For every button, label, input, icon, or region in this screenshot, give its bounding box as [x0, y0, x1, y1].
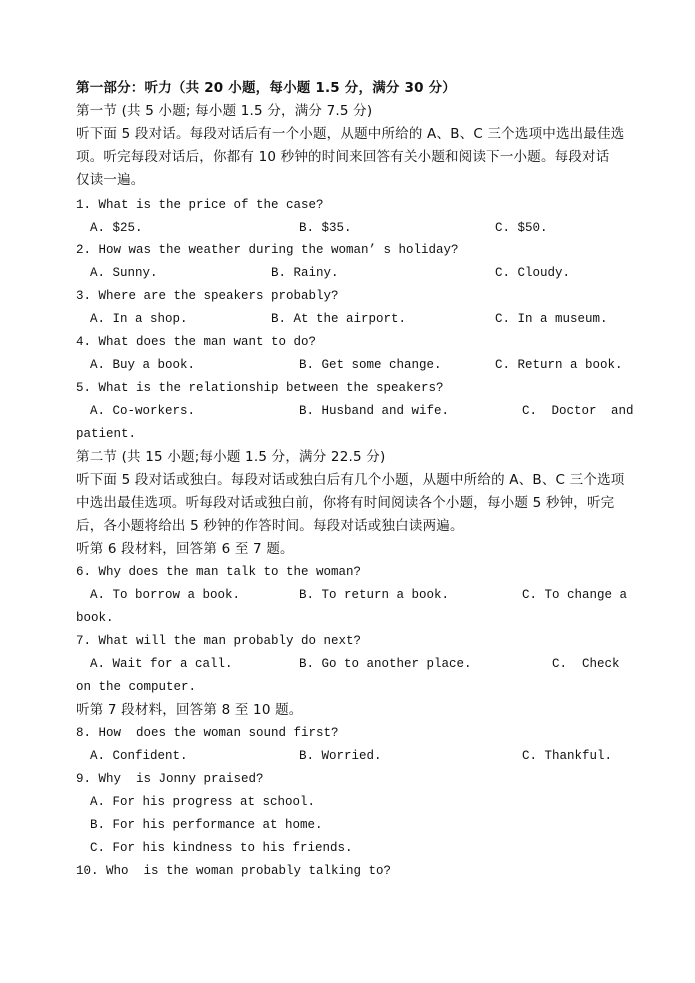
option-c: C. Doctor and [522, 404, 634, 418]
part1-title: 第一部分：听力（共 20 小题，每小题 1.5 分，满分 30 分） [76, 80, 456, 96]
option-b: B. Go to another place. [299, 657, 472, 671]
option-b: B. To return a book. [299, 588, 450, 602]
option-c-continuation: book. [76, 611, 114, 625]
option-b: B. $35. [299, 221, 352, 235]
option-a: A. $25. [90, 221, 143, 235]
section2-instructions-line1: 听下面 5 段对话或独白。每段对话或独白后有几个小题，从题中所给的 A、B、C 三个选项 [76, 472, 625, 488]
option-b: B. Husband and wife. [299, 404, 450, 418]
option-c: C. Cloudy. [495, 266, 571, 280]
option-b: B. For his performance at home. [90, 818, 323, 832]
option-a: A. Confident. [90, 749, 188, 763]
question-stem: 4. What does the man want to do? [76, 335, 317, 349]
question-stem: 6. Why does the man talk to the woman? [76, 565, 362, 579]
option-a: A. Buy a book. [90, 358, 196, 372]
option-c-continuation: on the computer. [76, 680, 197, 694]
option-c: C. Check [552, 657, 620, 671]
option-a: A. To borrow a book. [90, 588, 241, 602]
question-stem: 10. Who is the woman probably talking to? [76, 864, 392, 878]
option-a: A. In a shop. [90, 312, 188, 326]
option-a: A. Sunny. [90, 266, 158, 280]
section1-title: 第一节 (共 5 小题; 每小题 1.5 分，满分 7.5 分) [76, 103, 373, 119]
question-stem: 1. What is the price of the case? [76, 198, 324, 212]
option-b: B. At the airport. [271, 312, 407, 326]
question-stem: 8. How does the woman sound first? [76, 726, 339, 740]
option-c: C. Return a book. [495, 358, 623, 372]
section1-instructions-line3: 仅读一遍。 [76, 172, 145, 188]
option-c-continuation: patient. [76, 427, 137, 441]
option-b: B. Rainy. [271, 266, 339, 280]
question-stem: 7. What will the man probably do next? [76, 634, 362, 648]
material-7-heading: 听第 7 段材料，回答第 8 至 10 题。 [76, 702, 303, 718]
option-c: C. Thankful. [522, 749, 613, 763]
option-b: B. Worried. [299, 749, 382, 763]
option-b: B. Get some change. [299, 358, 442, 372]
option-a: A. For his progress at school. [90, 795, 316, 809]
option-a: A. Wait for a call. [90, 657, 233, 671]
question-stem: 5. What is the relationship between the speakers? [76, 381, 444, 395]
option-c: C. For his kindness to his friends. [90, 841, 353, 855]
option-c: C. $50. [495, 221, 548, 235]
material-6-heading: 听第 6 段材料，回答第 6 至 7 题。 [76, 541, 294, 557]
option-c: C. To change a [522, 588, 628, 602]
question-stem: 3. Where are the speakers probably? [76, 289, 339, 303]
option-a: A. Co-workers. [90, 404, 196, 418]
section1-instructions-line1: 听下面 5 段对话。每段对话后有一个小题，从题中所给的 A、B、C 三个选项中选出最佳选 [76, 126, 625, 142]
question-stem: 2. How was the weather during the woman’ s holiday? [76, 243, 459, 257]
option-c: C. In a museum. [495, 312, 608, 326]
section1-instructions-line2: 项。听完每段对话后，你都有 10 秒钟的时间来回答有关小题和阅读下一小题。每段对话 [76, 149, 610, 165]
section2-instructions-line2: 中选出最佳选项。听每段对话或独白前，你将有时间阅读各个小题，每小题 5 秒钟，听完 [76, 495, 615, 511]
section2-title: 第二节 (共 15 小题;每小题 1.5 分，满分 22.5 分) [76, 449, 386, 465]
section2-instructions-line3: 后，各小题将给出 5 秒钟的作答时间。每段对话或独白读两遍。 [76, 518, 464, 534]
question-stem: 9. Why is Jonny praised? [76, 772, 264, 786]
